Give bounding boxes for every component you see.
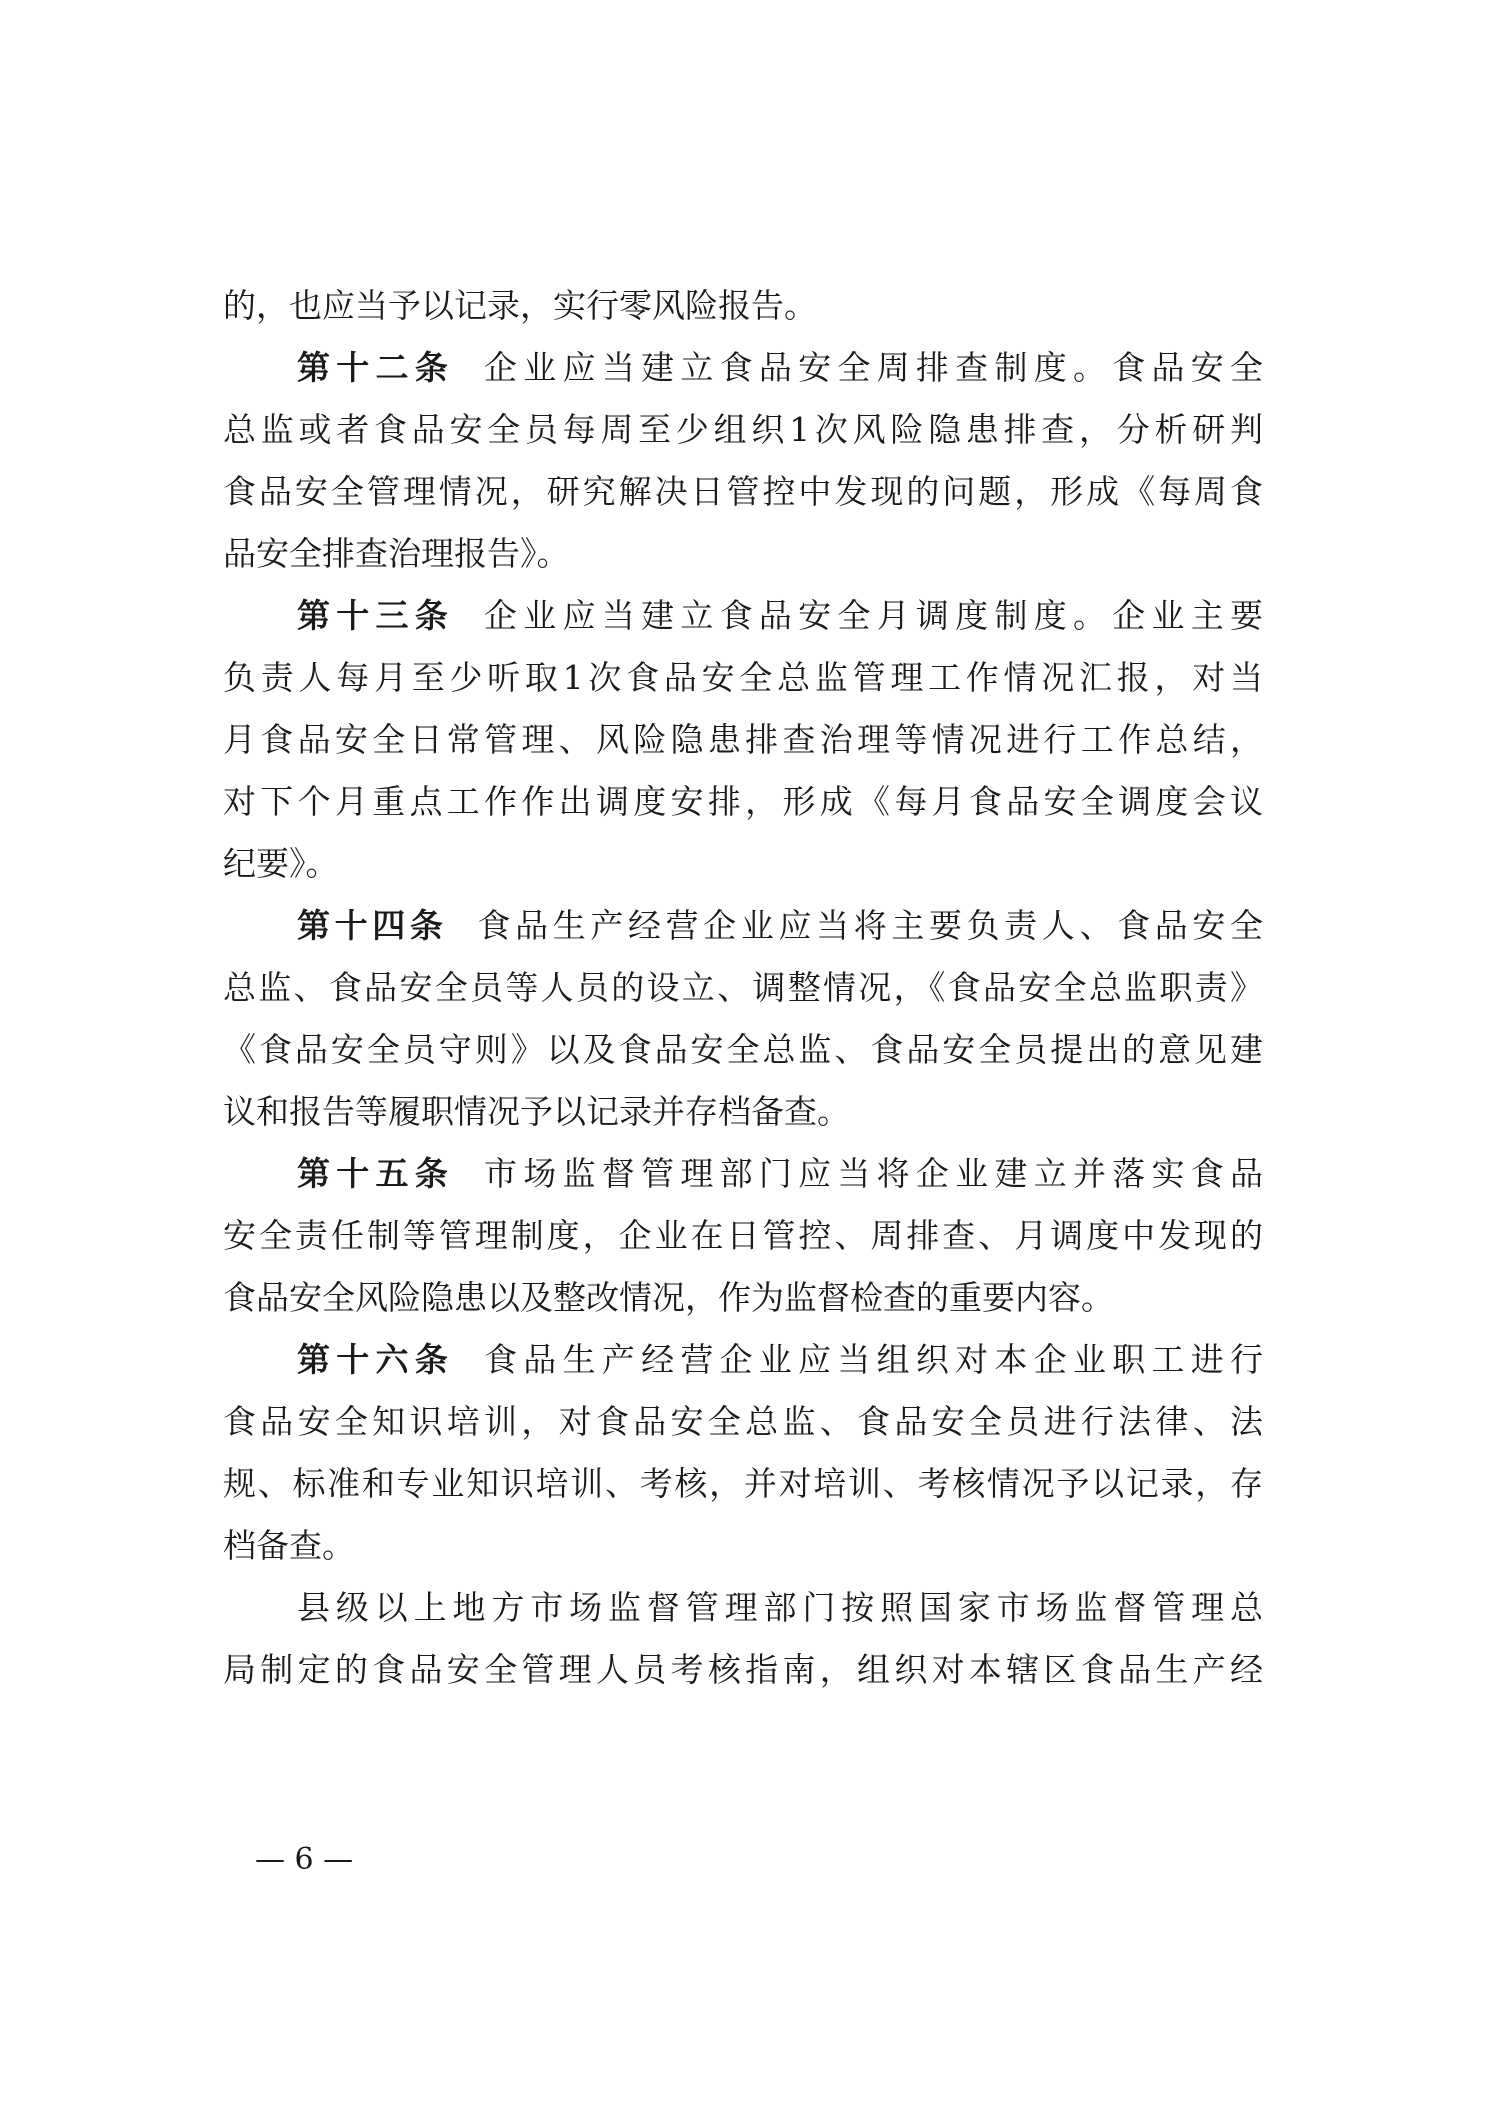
text-line (223, 585, 1263, 647)
line-text: 的，也应当予以记录，实行零风险报告。 (223, 286, 817, 325)
line-text: 品安全排查治理报告》。 (223, 534, 570, 573)
line-text: 对下个月重点工作作出调度安排，形成《每月食品安全调度会议 (223, 782, 1263, 821)
line-text: 局制定的食品安全管理人员考核指南，组织对本辖区食品生产经 (223, 1650, 1263, 1689)
text-line (223, 523, 1263, 585)
line-text: 《食品安全员守则》以及食品安全总监、食品安全员提出的意见建 (223, 1030, 1263, 1069)
text-line (223, 1453, 1263, 1515)
line-text: 议和报告等履职情况予以记录并存档备查。 (223, 1092, 850, 1131)
article-label: 第十五条 (297, 1154, 455, 1193)
text-line (223, 957, 1263, 1019)
page-number: — 6 — (255, 1842, 354, 1877)
article-label: 第十六条 (297, 1340, 455, 1379)
document-body (223, 275, 1263, 1701)
text-line (223, 895, 1263, 957)
line-text: 食品生产经营企业应当将主要负责人、食品安全 (477, 906, 1263, 945)
text-line (223, 1577, 1263, 1639)
text-line (223, 461, 1263, 523)
text-line (223, 1639, 1263, 1701)
line-text: 规、标准和专业知识培训、考核，并对培训、考核情况予以记录，存 (223, 1464, 1263, 1503)
line-text: 市场监督管理部门应当将企业建立并落实食品 (484, 1154, 1263, 1193)
line-text: 负责人每月至少听取1次食品安全总监管理工作情况汇报，对当 (223, 658, 1263, 697)
line-text: 企业应当建立食品安全月调度制度。企业主要 (484, 596, 1263, 635)
text-line (223, 1205, 1263, 1267)
article-label: 第十三条 (297, 596, 455, 635)
text-line (223, 1019, 1263, 1081)
text-line (223, 1391, 1263, 1453)
text-line (223, 1267, 1263, 1329)
text-line (223, 1081, 1263, 1143)
line-text: 总监、食品安全员等人员的设立、调整情况，《食品安全总监职责》 (223, 968, 1263, 1007)
line-text: 纪要》。 (223, 844, 339, 883)
line-text: 食品生产经营企业应当组织对本企业职工进行 (484, 1340, 1263, 1379)
article-label: 第十四条 (297, 906, 448, 945)
text-line (223, 771, 1263, 833)
article-label: 第十二条 (297, 348, 455, 387)
line-text: 食品安全知识培训，对食品安全总监、食品安全员进行法律、法 (223, 1402, 1263, 1441)
line-text: 月食品安全日常管理、风险隐患排查治理等情况进行工作总结， (223, 720, 1263, 759)
line-text: 企业应当建立食品安全周排查制度。食品安全 (484, 348, 1263, 387)
text-line (223, 399, 1263, 461)
line-text: 安全责任制等管理制度，企业在日管控、周排查、月调度中发现的 (223, 1216, 1263, 1255)
line-text: 食品安全风险隐患以及整改情况，作为监督检查的重要内容。 (223, 1278, 1114, 1317)
text-line (223, 1329, 1263, 1391)
text-line (223, 647, 1263, 709)
text-line (223, 275, 1263, 337)
line-text: 食品安全管理情况，研究解决日管控中发现的问题，形成《每周食 (223, 472, 1263, 511)
text-line (223, 833, 1263, 895)
text-line (223, 1143, 1263, 1205)
text-line (223, 337, 1263, 399)
line-text: 档备查。 (223, 1526, 355, 1565)
line-text: 总监或者食品安全员每周至少组织1次风险隐患排查，分析研判 (223, 410, 1263, 449)
text-line (223, 709, 1263, 771)
text-line (223, 1515, 1263, 1577)
line-text: 县级以上地方市场监督管理部门按照国家市场监督管理总 (297, 1588, 1263, 1627)
